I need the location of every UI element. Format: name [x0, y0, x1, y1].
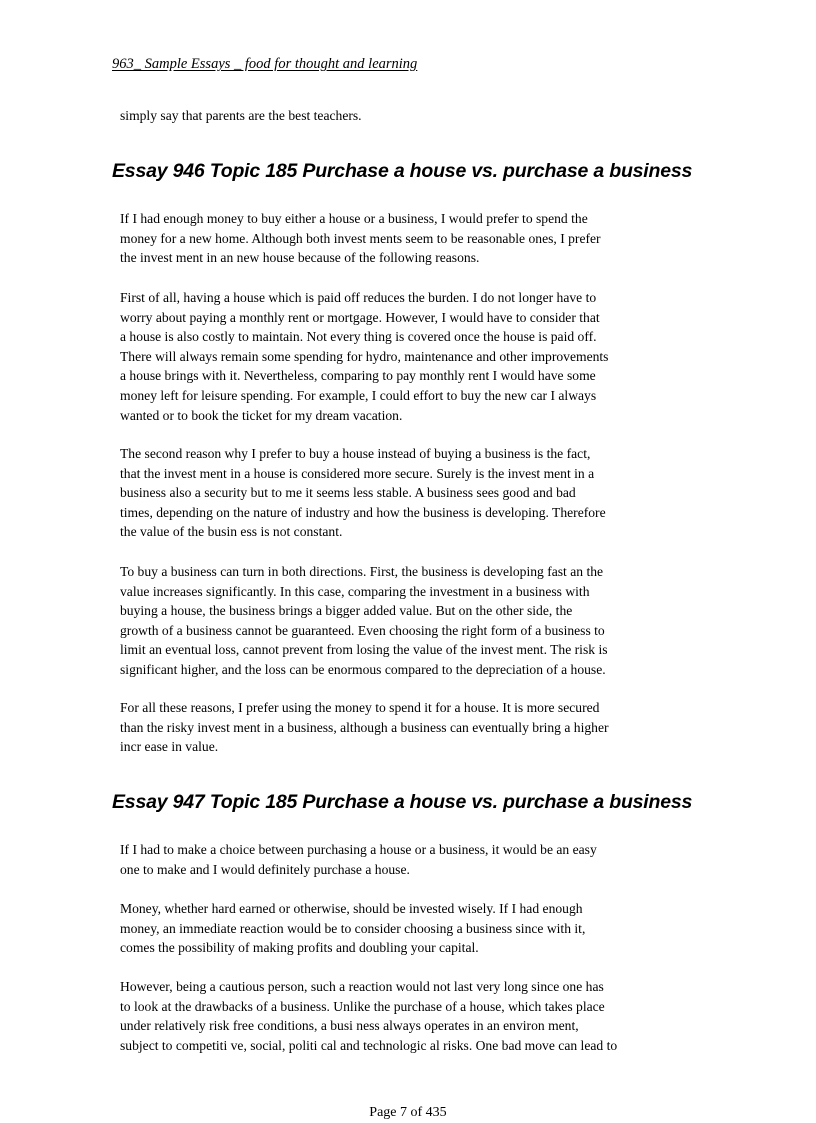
text-line: to look at the drawbacks of a business. Unlike the purchase of a house, which takes place: [120, 998, 605, 1014]
text-line: the value of the busin ess is not constant.: [120, 524, 343, 540]
text-line: limit an eventual loss, cannot prevent from losing the value of the invest ment. The risk is: [120, 642, 608, 658]
text-line: growth of a business cannot be guaranteed. Even choosing the right form of a business to: [120, 622, 605, 638]
text-line: comes the possibility of making profits and doubling your capital.: [120, 940, 479, 956]
text-line: business also a security but to me it seems less stable. A business sees good and bad: [120, 485, 576, 501]
text-line: First of all, having a house which is paid off reduces the burden. I do not longer have to: [120, 290, 597, 305]
essay-946-paragraph-2: [120, 288, 700, 425]
text-line: However, being a cautious person, such a reaction would not last very long since one has: [120, 979, 604, 994]
text-line: money for a new home. Although both invest ments seem to be reasonable ones, I prefer: [120, 230, 601, 246]
essay-947-title: Essay 947 Topic 185 Purchase a house vs. purchase a business: [112, 791, 693, 813]
text-line: Money, whether hard earned or otherwise, should be invested wisely. If I had enough: [120, 901, 583, 916]
text-line: significant higher, and the loss can be enormous compared to the depreciation of a house.: [120, 661, 606, 677]
essay-946-title: Essay 946 Topic 185 Purchase a house vs. purchase a business: [112, 160, 693, 182]
essay-946-paragraph-1: [120, 209, 700, 268]
text-line: times, depending on the nature of industry and how the business is developing. Therefore: [120, 504, 606, 520]
text-line: subject to competiti ve, social, politi cal and technologic al risks. One bad move can lead to: [120, 1037, 618, 1053]
text-line: wanted or to book the ticket for my dream vacation.: [120, 407, 403, 423]
text-line: To buy a business can turn in both directions. First, the business is developing fast an the: [120, 564, 604, 579]
text-line: than the risky invest ment in a business, although a business can eventually bring a higher: [120, 719, 609, 735]
text-line: The second reason why I prefer to buy a house instead of buying a business is the fact,: [120, 446, 591, 461]
text-line: value increases significantly. In this case, comparing the investment in a business with: [120, 583, 590, 599]
intro-fragment: [120, 106, 700, 126]
text-line: buying a house, the business brings a bigger added value. But on the other side, the: [120, 603, 573, 619]
text-line: For all these reasons, I prefer using the money to spend it for a house. It is more secured: [120, 700, 600, 715]
running-header: 963_ Sample Essays _ food for thought and learning: [112, 56, 418, 72]
essay-946-paragraph-4: [120, 562, 700, 680]
page-number: Page 7 of 435: [369, 1105, 447, 1120]
essay-946-paragraph-5: [120, 698, 700, 757]
essay-947-paragraph-2: [120, 899, 700, 958]
text-line: money left for leisure spending. For example, I could effort to buy the new car I always: [120, 387, 597, 403]
text-line: one to make and I would definitely purchase a house.: [120, 861, 410, 877]
text-line: If I had enough money to buy either a house or a business, I would prefer to spend the: [120, 211, 588, 226]
text-line: There will always remain some spending for hydro, maintenance and other improvements: [120, 348, 609, 364]
text-line: worry about paying a monthly rent or mortgage. However, I would have to consider that: [120, 309, 600, 325]
text-line: money, an immediate reaction would be to consider choosing a business since with it,: [120, 920, 586, 936]
text-line: that the invest ment in a house is considered more secure. Surely is the invest ment in a: [120, 465, 595, 481]
essay-947-paragraph-3: [120, 977, 700, 1055]
text-line: incr ease in value.: [120, 739, 219, 755]
text-line: If I had to make a choice between purchasing a house or a business, it would be an easy: [120, 842, 597, 857]
text-line: the invest ment in an new house because of the following reasons.: [120, 250, 480, 266]
text-line: simply say that parents are the best teachers.: [120, 108, 362, 123]
essay-946-paragraph-3: [120, 444, 700, 542]
essay-947-paragraph-1: [120, 840, 700, 879]
text-line: under relatively risk free conditions, a busi ness always operates in an environ ment,: [120, 1018, 579, 1034]
text-line: a house is also costly to maintain. Not every thing is covered once the house is paid off.: [120, 329, 597, 345]
text-line: a house brings with it. Nevertheless, comparing to pay monthly rent I would have some: [120, 368, 596, 384]
